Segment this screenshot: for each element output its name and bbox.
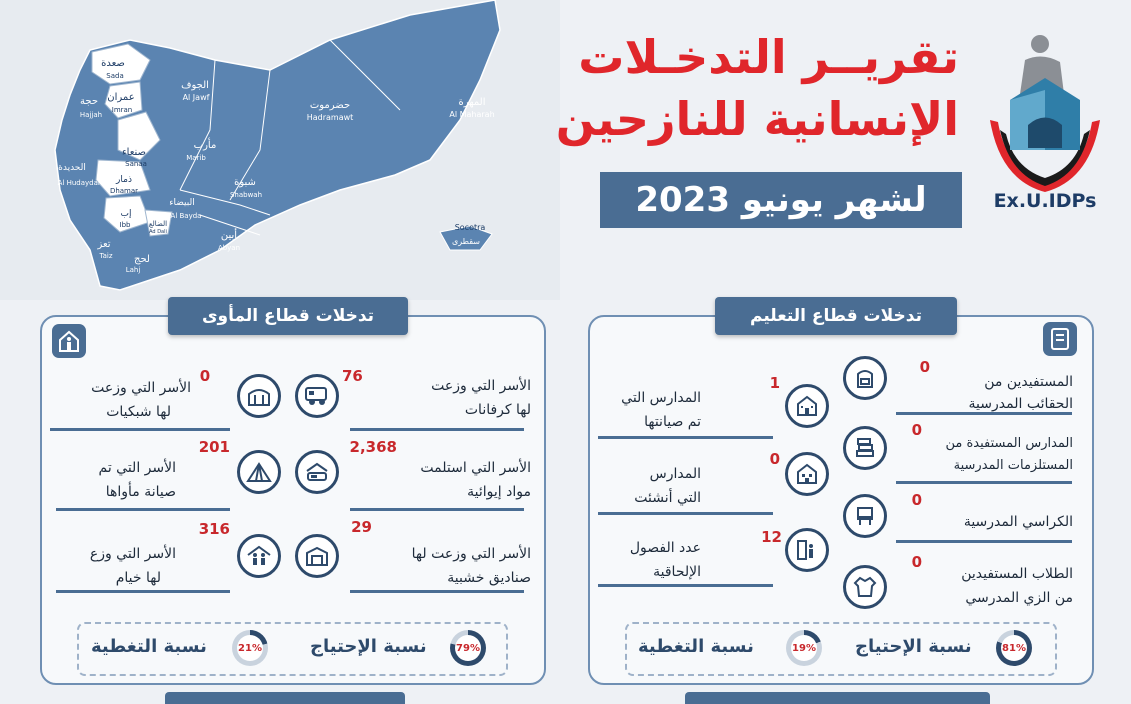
map-label-dali: الضالع <box>148 220 168 228</box>
shelter-coverage-percent: 21% <box>237 635 263 661</box>
education-coverage-ring <box>786 630 822 666</box>
map-label-socotra: سقطرى <box>452 237 480 246</box>
extra-classes-value: 12 <box>761 528 782 546</box>
nets-underline <box>50 428 230 431</box>
school-building-icon <box>785 384 829 428</box>
map-label-dhamar-en: Dhamar <box>109 187 139 195</box>
map-label-imran-en: Imran <box>111 106 133 114</box>
map-label-sanaa: صنعاء <box>121 147 147 158</box>
map-label-jawf: الجوف <box>181 80 209 91</box>
nets-value: 0 <box>199 367 211 385</box>
next-section-tab-right <box>685 692 990 704</box>
shelter-materials-label-line1: الأسر التي استلمت <box>420 460 531 476</box>
map-label-marib-en: Marib <box>186 154 206 162</box>
nets-label-line1: الأسر التي وزعت <box>91 380 191 396</box>
next-section-tab-left <box>165 692 405 704</box>
map-label-lahj-en: Lahj <box>125 266 141 274</box>
school-supplies-label-line1: المدارس المستفيدة من <box>945 436 1073 451</box>
month-banner: لشهر يونيو 2023 <box>600 172 962 228</box>
school-desk-icon <box>843 494 887 538</box>
school-bags-label-line2: الحقائب المدرسية <box>968 396 1073 412</box>
report-title-line1: تقريــر التدخـلات <box>578 30 959 84</box>
education-need-label: نسبة الإحتياج <box>855 636 972 657</box>
school-supplies-underline <box>896 481 1072 484</box>
caravans-label-line2: لها كرفانات <box>464 402 531 418</box>
new-schools-label-line2: التي أنشئت <box>634 490 701 506</box>
extra-classes-label-line1: عدد الفصول <box>629 540 701 556</box>
school-bags-underline <box>896 412 1072 415</box>
maintained-schools-value: 1 <box>769 374 780 392</box>
books-icon <box>843 426 887 470</box>
org-logo-icon <box>980 30 1110 195</box>
map-label-abyan-en: Abyan <box>217 244 241 252</box>
caravans-value: 76 <box>342 367 363 385</box>
report-title-line2: الإنسانية للنازحين <box>555 92 959 146</box>
shelter-need-label: نسبة الإحتياج <box>310 636 427 657</box>
yemen-map <box>0 0 560 300</box>
uniform-icon <box>843 565 887 609</box>
school-bags-value: 0 <box>919 358 930 376</box>
shelter-materials-underline <box>350 508 524 511</box>
hangar-icon <box>237 374 281 418</box>
map-label-hajjah-en: Hajjah <box>79 111 103 119</box>
extra-classes-label-line2: الإلحاقية <box>653 564 701 580</box>
school-chairs-label-line1: الكراسي المدرسية <box>963 514 1073 530</box>
school-chairs-value: 0 <box>911 491 922 509</box>
nets-label-line2: لها شبكيات <box>106 404 171 420</box>
wooden-box-icon <box>295 534 339 578</box>
caravans-label-line1: الأسر التي وزعت <box>431 378 531 394</box>
map-label-sanaa-en: Sanaa <box>125 160 147 168</box>
shelter-maintenance-value: 201 <box>198 438 230 456</box>
maintained-schools-underline <box>598 436 773 439</box>
map-label-imran: عمران <box>107 92 135 103</box>
shelter-need-percent: 79% <box>455 635 481 661</box>
shelter-need-ring <box>450 630 486 666</box>
map-label-shabwah: شبوة <box>234 177 256 188</box>
education-need-percent: 81% <box>1001 635 1027 661</box>
map-label-hudaydah-en: Al Hudaydah <box>57 179 103 187</box>
uniforms-label-line2: من الزي المدرسي <box>965 590 1073 606</box>
map-label-dali-en: Ad Dali <box>149 229 167 235</box>
shelter-maintenance-label-line1: الأسر التي تم <box>98 460 176 476</box>
new-schools-underline <box>598 512 773 515</box>
school-supplies-label-line2: المستلزمات المدرسية <box>953 458 1073 473</box>
tent-icon <box>237 450 281 494</box>
school-chairs-underline <box>896 540 1072 543</box>
shelter-maintenance-underline <box>56 508 230 511</box>
map-label-marib: مأرب <box>193 140 217 151</box>
wooden-boxes-underline <box>350 590 524 593</box>
wooden-boxes-label-line1: الأسر التي وزعت لها <box>411 546 531 562</box>
tents-underline <box>56 590 230 593</box>
map-label-hadramawt: حضرموت <box>309 100 351 111</box>
map-label-hadramawt-en: Hadramawt <box>306 113 354 122</box>
shelter-materials-value: 2,368 <box>349 438 397 456</box>
map-label-maharah-en: Al Maharah <box>449 110 495 119</box>
tents-value: 316 <box>198 520 230 538</box>
map-label-dhamar: ذمار <box>116 175 132 185</box>
uniforms-label-line1: الطلاب المستفيدين <box>961 566 1073 582</box>
new-schools-value: 0 <box>769 450 780 468</box>
education-coverage-label: نسبة التغطية <box>638 636 754 657</box>
caravan-icon <box>295 374 339 418</box>
map-label-taiz-en: Taiz <box>99 252 113 260</box>
classroom-icon <box>785 528 829 572</box>
new-schools-label-line1: المدارس <box>649 466 701 482</box>
wooden-boxes-label-line2: صناديق خشبية <box>447 570 531 586</box>
map-label-ibb: إب <box>120 209 132 219</box>
map-label-bayda-en: Al Bayda <box>170 212 202 220</box>
school-bags-label-line1: المستفيدين من <box>984 374 1073 390</box>
caravans-underline <box>350 428 524 431</box>
education-need-ring <box>996 630 1032 666</box>
education-corner-icon <box>1043 322 1077 356</box>
maintained-schools-label-line1: المدارس التي <box>621 390 701 406</box>
map-label-abyan: أبين <box>220 230 238 241</box>
shelter-corner-icon <box>52 324 86 358</box>
map-label-taiz: تعز <box>97 239 111 250</box>
tents-label-line1: الأسر التي وزع <box>89 546 176 562</box>
map-label-hudaydah: الحديدة <box>58 163 86 173</box>
shelter-materials-label-line2: مواد إيوائية <box>467 484 531 500</box>
shelter-panel-title: تدخلات قطاع المأوى <box>168 297 408 335</box>
map-label-shabwah-en: Shabwah <box>229 191 263 199</box>
wooden-boxes-value: 29 <box>351 518 372 536</box>
map-label-lahj: لحج <box>134 254 150 265</box>
education-coverage-percent: 19% <box>791 635 817 661</box>
family-shelter-icon <box>237 534 281 578</box>
bedding-icon <box>295 450 339 494</box>
map-label-jawf-en: Al Jawf <box>182 93 210 102</box>
map-label-sada: صعدة <box>101 58 125 69</box>
extra-classes-underline <box>598 584 773 587</box>
shelter-coverage-ring <box>232 630 268 666</box>
school-supplies-value: 0 <box>911 421 922 439</box>
uniforms-value: 0 <box>911 553 922 571</box>
maintained-schools-label-line2: تم صيانتها <box>644 414 701 430</box>
education-panel-title: تدخلات قطاع التعليم <box>715 297 957 335</box>
map-label-hajjah: حجة <box>80 96 98 107</box>
shelter-maintenance-label-line2: صيانة مأواها <box>105 484 176 500</box>
map-label-socotra-en: Socotra <box>454 223 486 232</box>
map-label-maharah: المهرة <box>458 97 486 108</box>
tents-label-line2: لها خيام <box>115 570 161 586</box>
shelter-coverage-label: نسبة التغطية <box>91 636 207 657</box>
map-label-sada-en: Sada <box>106 72 124 80</box>
org-abbreviation: Ex.U.IDPs <box>993 190 1097 212</box>
school-bag-icon <box>843 356 887 400</box>
new-school-icon <box>785 452 829 496</box>
map-label-ibb-en: Ibb <box>119 221 131 229</box>
map-label-bayda: البيضاء <box>169 198 195 208</box>
